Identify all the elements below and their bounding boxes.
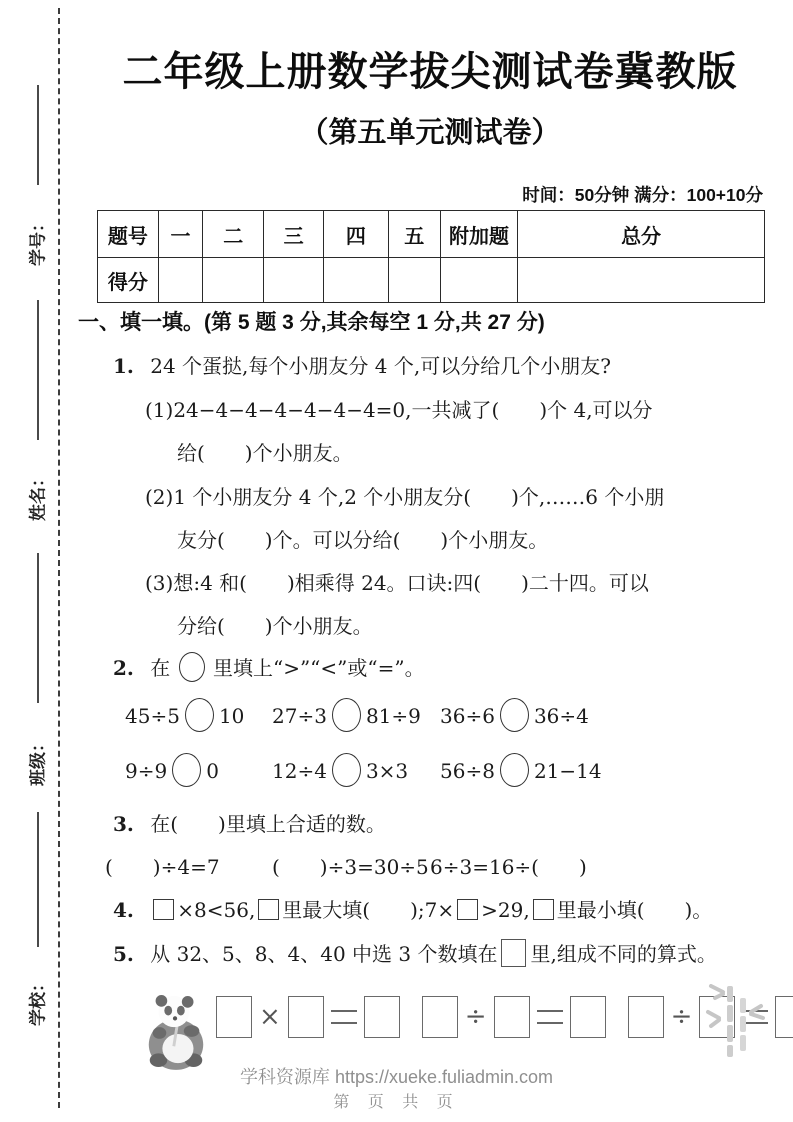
equals-icon [331,1010,357,1024]
compare-left: 27÷3 [272,704,327,728]
q1-sub3-line1: (3)想:4 和( )相乘得 24。口诀:四( )二十四。可以 [145,571,649,595]
fill-box-icon [494,996,530,1038]
bamboo-icon [703,984,769,1062]
name-label: 姓名： [28,470,48,521]
score-cell [518,258,765,303]
table-row [98,211,765,258]
score-cell [440,258,517,303]
q4-seg1: ×8<56, [177,898,256,922]
table-row [98,258,765,303]
dashed-cut-line [58,8,60,1108]
q1-sub2-line2: 友分( )个。可以分给( )个小朋友。 [177,528,549,552]
question-2-text-after: 里填上“>”“<”或“=”。 [212,656,425,680]
compare-left: 45÷5 [125,704,180,728]
name-blank-line [37,300,39,440]
question-3-text: 在( )里填上合适的数。 [150,812,386,836]
question-2-stem [113,652,793,682]
fill-box-icon [628,996,664,1038]
equals-icon [537,1010,563,1024]
score-cell [264,258,324,303]
score-cell [324,258,389,303]
q5-text-after: 里,组成不同的算式。 [530,942,717,966]
school-blank-line [37,812,39,947]
score-cell [388,258,440,303]
compare-right: 81÷9 [365,704,421,728]
time-and-score-info: 时间：50分钟 满分：100+10分 [522,185,763,205]
class-blank-line [37,553,39,703]
question-1-number: 1. [113,354,134,378]
compare-left: 36÷6 [440,704,495,728]
footer-page-indicator: 第 页 共 页 [333,1094,460,1111]
multiply-operator: × [259,1002,281,1032]
q4-seg3: >29, [481,898,530,922]
fill-box-icon [775,996,793,1038]
compare-circle-icon [172,753,201,787]
compare-circle-icon [332,698,361,732]
divide-operator: ÷ [464,1002,487,1032]
q1-sub3-line2: 分给( )个小朋友。 [177,614,373,638]
compare-circle-icon [185,698,214,732]
equation: ( )÷3=30÷5 [272,855,429,879]
divide-operator: ÷ [670,1002,693,1032]
compare-item [125,753,219,787]
q1-sub1-line2: 给( )个小朋友。 [177,441,353,465]
compare-right: 3×3 [365,759,409,783]
footer-source-link[interactable]: 学科资源库 https://xueke.fuliadmin.com [239,1067,554,1087]
fill-box-icon [258,899,279,920]
question-2-text-before: 在 [150,656,171,680]
q5-text-before: 从 32、5、8、4、40 中选 3 个数填在 [150,942,498,966]
q1-sub2-line1: (2)1 个小朋友分 4 个,2 个小朋友分( )个,……6 个小朋 [145,485,665,509]
page-subtitle: （第五单元测试卷） [299,117,561,149]
fill-box-icon [501,939,526,967]
compare-circle-icon [179,652,205,682]
fill-box-icon [216,996,252,1038]
col-header-1: 一 [158,211,203,258]
student-id-label: 学号： [28,215,48,266]
question-2-number: 2. [113,656,134,680]
compare-circle-icon [500,753,529,787]
fill-box-icon [570,996,606,1038]
compare-item [440,753,602,787]
compare-circle-icon [332,753,361,787]
student-id-blank-line [37,85,39,185]
compare-circle-icon [500,698,529,732]
equation: 6÷3=16÷( ) [430,855,587,879]
equation-group [422,996,606,1038]
school-label: 学校： [28,975,48,1026]
question-1-text: 24 个蛋挞,每个小朋友分 4 个,可以分给几个小朋友? [150,354,611,378]
fill-box-icon [364,996,400,1038]
score-row-label: 得分 [98,258,159,303]
col-header-4: 四 [324,211,389,258]
compare-left: 12÷4 [272,759,327,783]
question-1-stem [113,350,793,379]
score-cell [203,258,264,303]
q4-seg4: 里最小填( )。 [556,898,713,922]
col-header-total: 总分 [518,211,765,258]
question-5-stem [113,938,793,967]
compare-right: 21−14 [533,759,602,783]
page-title: 二年级上册数学拔尖测试卷冀教版 [122,50,738,94]
question-3-number: 3. [113,812,134,836]
class-label: 班级： [28,735,48,786]
compare-left: 56÷8 [440,759,495,783]
fill-box-icon [153,899,174,920]
compare-item [272,698,421,732]
col-header-bonus: 附加题 [440,211,517,258]
q4-seg2: 里最大填( );7× [282,898,455,922]
question-5-number: 5. [113,942,134,966]
col-header-2: 二 [203,211,264,258]
col-header-3: 三 [264,211,324,258]
question-4-number: 4. [113,898,134,922]
col-header-5: 五 [388,211,440,258]
fill-box-icon [422,996,458,1038]
fill-box-icon [288,996,324,1038]
score-cell [158,258,203,303]
compare-right: 36÷4 [533,704,589,728]
compare-item [125,698,244,732]
compare-right: 0 [206,759,219,783]
compare-item [440,698,589,732]
compare-right: 10 [218,704,245,728]
q1-sub1-line1: (1)24−4−4−4−4−4−4=0,一共减了( )个 4,可以分 [145,398,653,422]
compare-left: 9÷9 [125,759,168,783]
section-one-heading: 一、填一填。(第 5 题 3 分,其余每空 1 分,共 27 分) [78,311,545,334]
fill-box-icon [457,899,478,920]
compare-item [272,753,408,787]
fill-box-icon [533,899,554,920]
equation: ( )÷4=7 [105,855,220,879]
question-3-stem [113,808,793,837]
question-4-stem [113,894,793,923]
equation-group [216,996,400,1038]
col-header-question-no: 题号 [98,211,159,258]
score-table [97,210,765,303]
